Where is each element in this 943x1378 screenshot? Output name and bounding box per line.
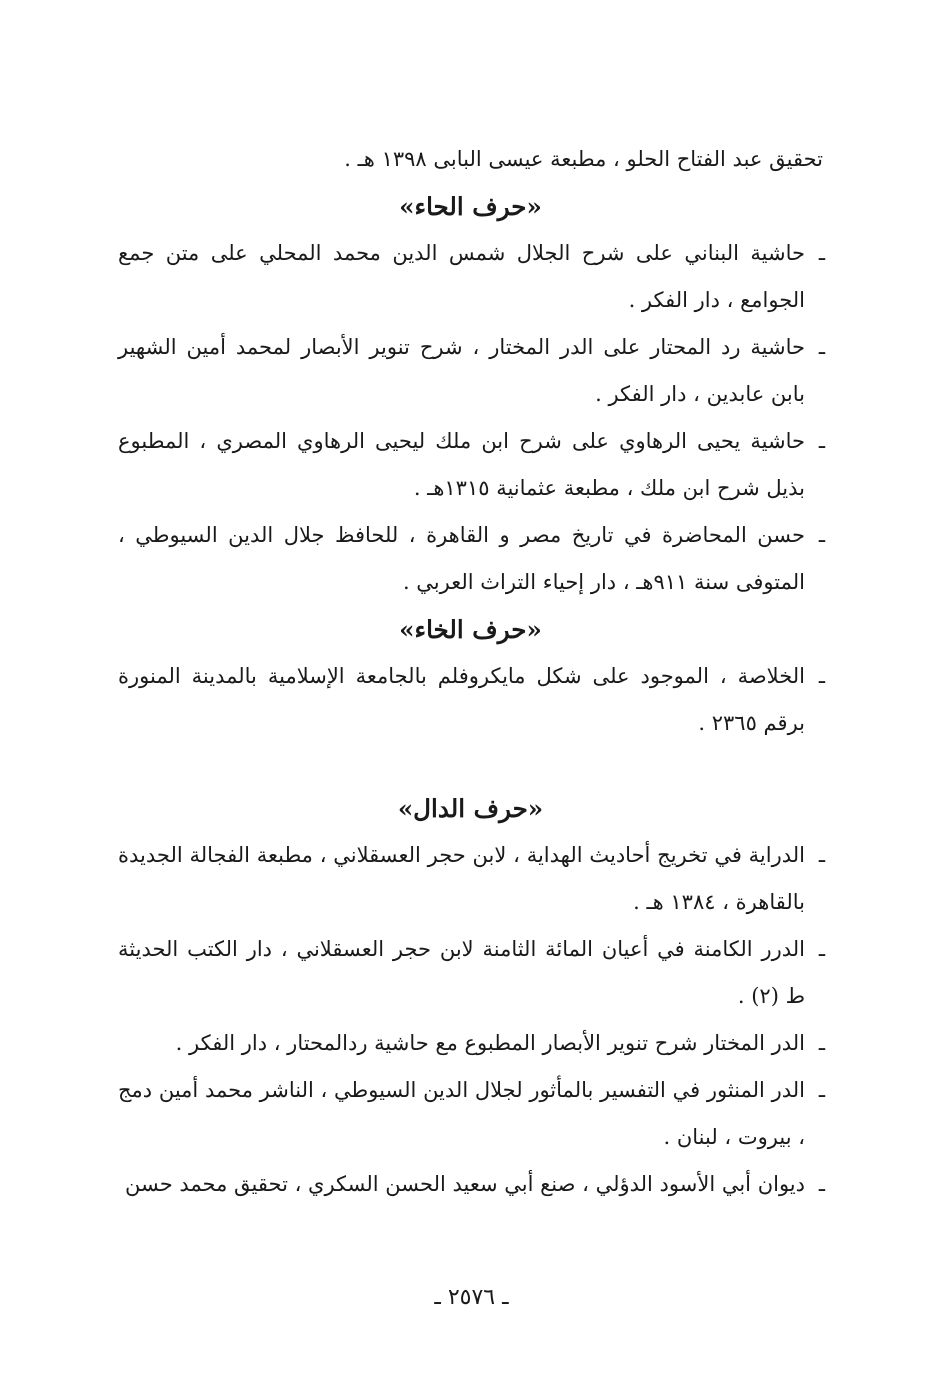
entry-dash: ـ	[818, 1031, 825, 1055]
entry-text: الدرر الكامنة في أعيان المائة الثامنة لابن حجر العسقلاني ، دار الكتب الحديثة ط (٢) .	[118, 937, 805, 1008]
entry-dash: ـ	[818, 1172, 825, 1196]
bibliography-entry	[118, 1161, 823, 1208]
continuation-line: تحقيق عبد الفتاح الحلو ، مطبعة عيسى البابى ١٣٩٨ هـ .	[344, 147, 823, 171]
entry-dash: ـ	[818, 335, 825, 359]
entry-dash: ـ	[818, 843, 825, 867]
entry-dash: ـ	[818, 1078, 825, 1102]
bibliography-entry	[118, 832, 823, 926]
entry-dash: ـ	[818, 664, 825, 688]
bibliography-entry	[118, 512, 823, 606]
entry-dash: ـ	[818, 429, 825, 453]
bibliography-entry	[118, 653, 823, 747]
entry-text: الخلاصة ، الموجود على شكل مايكروفلم بالجامعة الإسلامية بالمدينة المنورة برقم ٢٣٦٥ .	[118, 664, 805, 735]
entry-text: الدر المنثور في التفسير بالمأثور لجلال الدين السيوطي ، الناشر محمد أمين دمج ، بيروت ، لبنان .	[118, 1078, 805, 1149]
page-number: ـ ٢٥٧٦ ـ	[434, 1285, 509, 1310]
bibliography-entry	[118, 926, 823, 1020]
entry-text: حسن المحاضرة في تاريخ مصر و القاهرة ، للحافظ جلال الدين السيوطي ، المتوفى سنة ٩١١هـ ، دار إحياء التراث العربي .	[118, 523, 805, 594]
entry-text: الدر المختار شرح تنوير الأبصار المطبوع مع حاشية ردالمحتار ، دار الفكر .	[175, 1031, 805, 1055]
bibliography-entry	[118, 230, 823, 324]
section-heading-haa: «حرف الحاء»	[399, 192, 542, 221]
entry-dash: ـ	[818, 241, 825, 265]
bibliography-entry	[118, 418, 823, 512]
section-heading-daal: «حرف الدال»	[397, 794, 544, 823]
bibliography-entry	[118, 1020, 823, 1067]
bibliography-entry	[118, 1067, 823, 1161]
section-heading-khaa: «حرف الخاء»	[399, 615, 542, 644]
entry-text: حاشية يحيى الرهاوي على شرح ابن ملك ليحيى الرهاوي المصري ، المطبوع بذيل شرح ابن ملك ، مطبعة عثمانية ١٣١٥هـ .	[118, 429, 805, 500]
entry-dash: ـ	[818, 937, 825, 961]
bibliography-list	[118, 136, 823, 1208]
entry-dash: ـ	[818, 523, 825, 547]
entry-text: ديوان أبي الأسود الدؤلي ، صنع أبي سعيد الحسن السكري ، تحقيق محمد حسن	[125, 1172, 805, 1196]
entry-text: الدراية في تخريج أحاديث الهداية ، لابن حجر العسقلاني ، مطبعة الفجالة الجديدة بالقاهرة ، ١٣٨٤ هـ .	[118, 843, 805, 914]
bibliography-entry	[118, 324, 823, 418]
entry-text: حاشية رد المحتار على الدر المختار ، شرح تنوير الأبصار لمحمد أمين الشهير بابن عابدين ، دار الفكر .	[118, 335, 805, 406]
entry-text: حاشية البناني على شرح الجلال شمس الدين محمد المحلي على متن جمع الجوامع ، دار الفكر .	[118, 241, 805, 312]
